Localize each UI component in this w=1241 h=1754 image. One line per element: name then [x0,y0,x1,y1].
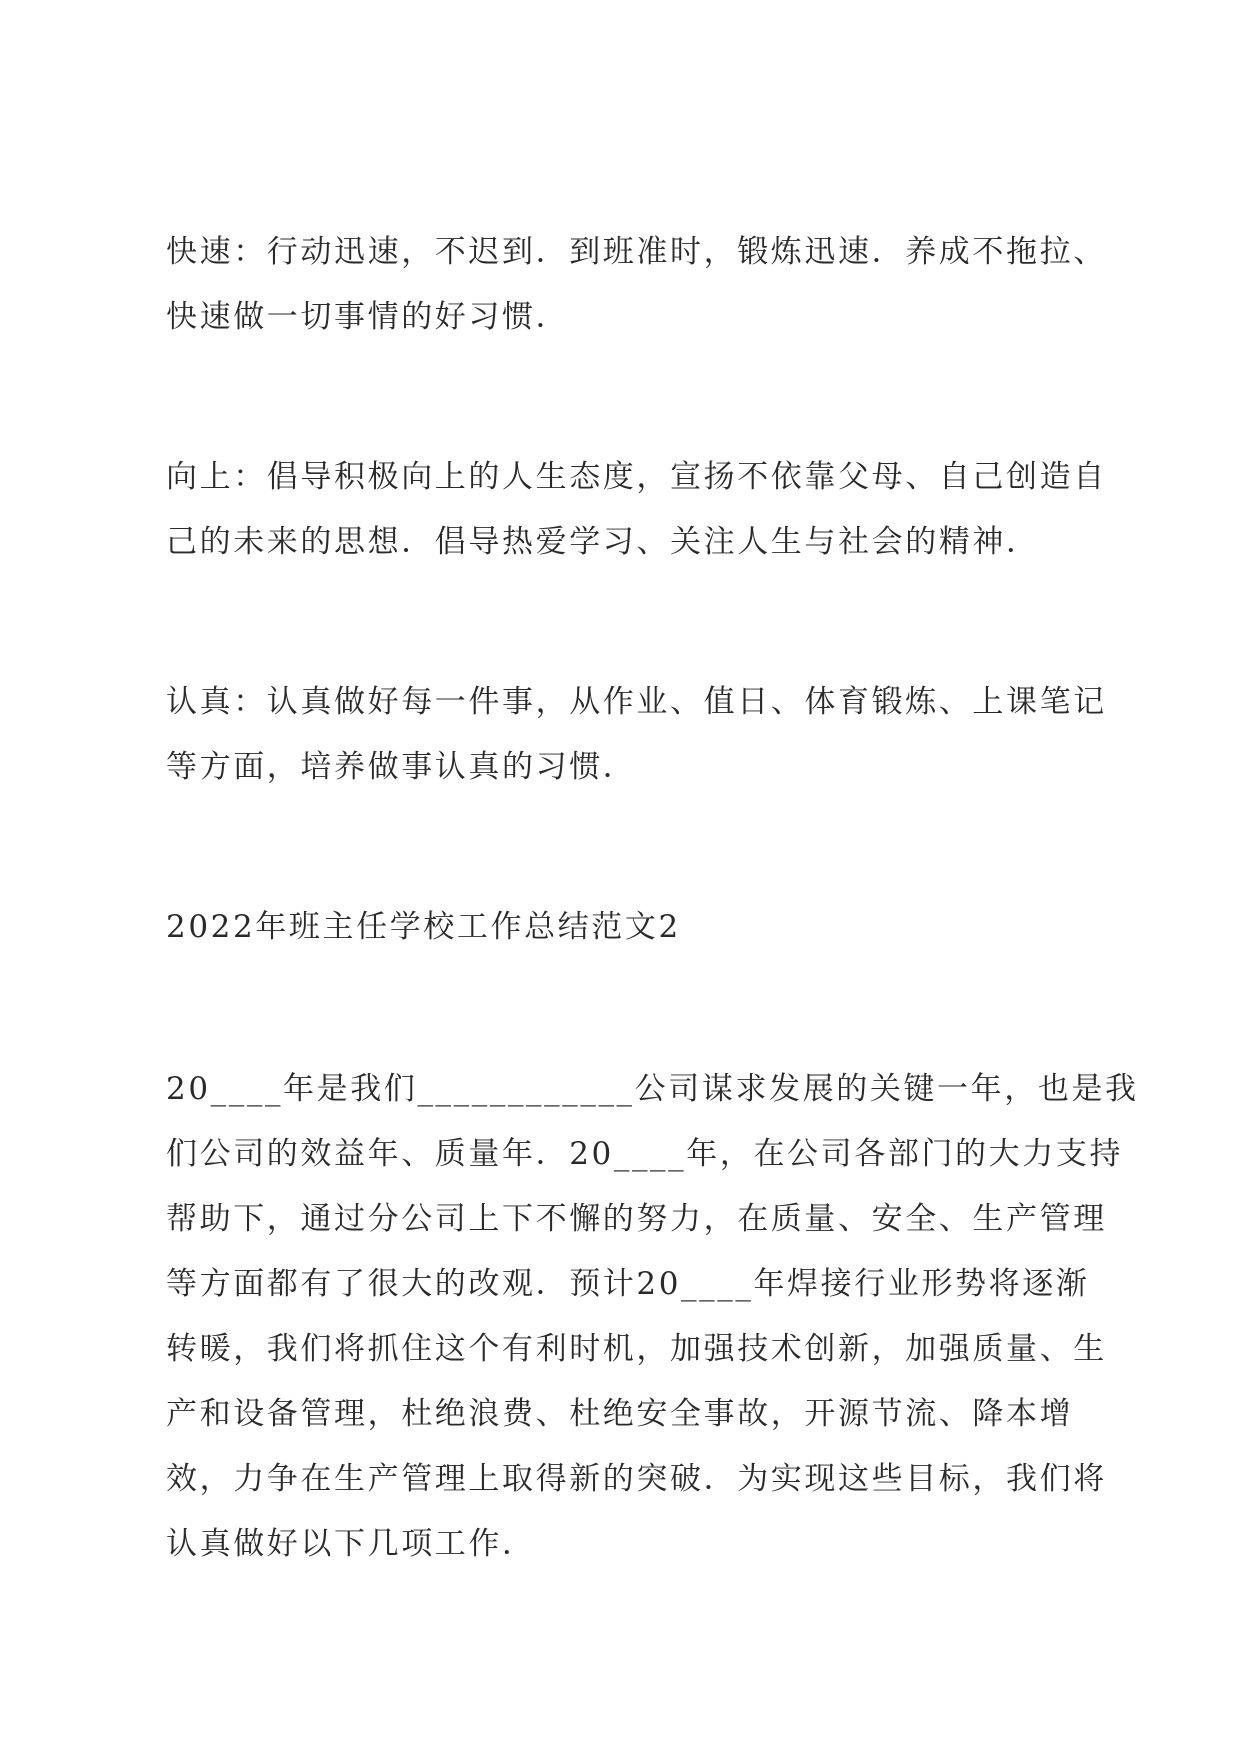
paragraph-line: 产和设备管理，杜绝浪费、杜绝安全事故，开源节流、降本增 [166,1396,1074,1432]
paragraph-line: 们公司的效益年、质量年．20____年，在公司各部门的大力支持 [166,1136,1124,1172]
paragraph-line: 帮助下，通过分公司上下不懈的努力，在质量、安全、生产管理 [166,1201,1107,1237]
document-body [166,220,1139,1672]
section-heading [166,895,1086,960]
paragraph-company-plan [166,1057,1139,1577]
paragraph-line: 效，力争在生产管理上取得新的突破．为实现这些目标，我们将 [166,1461,1107,1497]
paragraph-line: 等方面都有了很大的改观．预计20____年焊接行业形势将逐渐 [166,1266,1090,1302]
paragraph-speed [166,220,1107,350]
paragraph-line: 己的未来的思想．倡导热爱学习、关注人生与社会的精神． [166,524,1040,560]
paragraph-line: 快速做一切事情的好习惯． [166,299,570,335]
paragraph-line: 向上：倡导积极向上的人生态度，宣扬不依靠父母、自己创造自 [166,459,1107,495]
paragraph-line: 快速：行动迅速，不迟到．到班准时，锻炼迅速．养成不拖拉、 [166,234,1107,270]
paragraph-line: 认真做好以下几项工作． [166,1526,536,1562]
heading-line: 2022年班主任学校工作总结范文2 [166,909,681,945]
paragraph-line: 转暖，我们将抓住这个有利时机，加强技术创新，加强质量、生 [166,1331,1107,1367]
paragraph-earnest [166,670,1107,800]
paragraph-line: 等方面，培养做事认真的习惯． [166,749,637,785]
paragraph-upward [166,445,1107,575]
paragraph-line: 20____年是我们____________公司谋求发展的关键一年，也是我 [166,1071,1139,1107]
paragraph-line: 认真：认真做好每一件事，从作业、值日、体育锻炼、上课笔记 [166,684,1107,720]
